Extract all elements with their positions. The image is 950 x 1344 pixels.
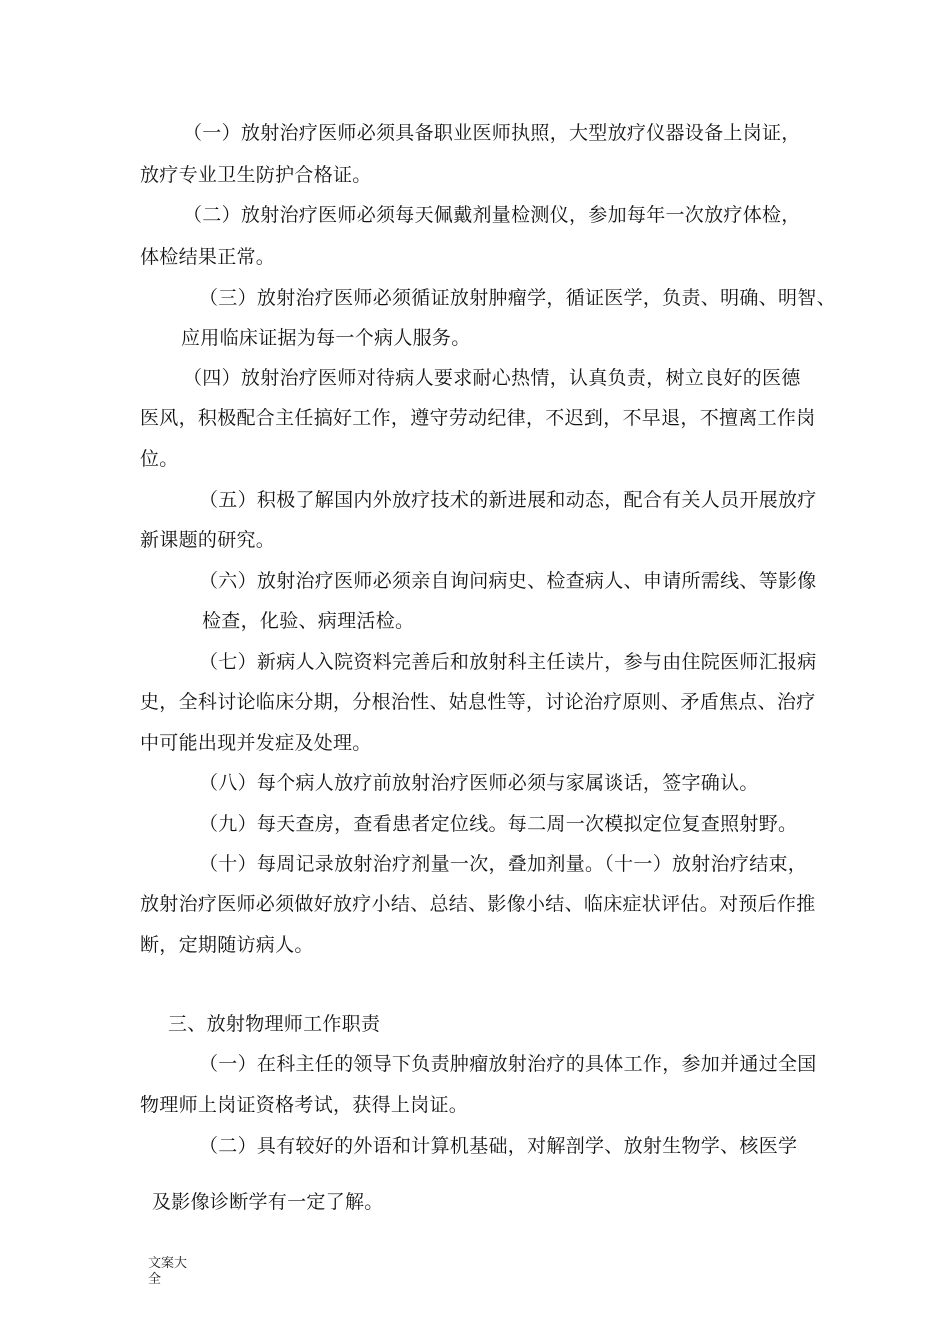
text-line-21: 断，定期随访病人。 [140, 934, 314, 956]
text-line-25: （二）具有较好的外语和计算机基础，对解剖学、放射生物学、核医学 [199, 1135, 798, 1157]
text-line-26: 及影像诊断学有一定了解。 [152, 1191, 384, 1213]
text-line-24: 物理师上岗证资格考试，获得上岗证。 [140, 1094, 469, 1116]
text-line-03: （二）放射治疗医师必须每天佩戴剂量检测仪，参加每年一次放疗体检， [183, 204, 801, 226]
text-line-12: （六）放射治疗医师必须亲自询问病史、检查病人、申请所需线、等影像 [199, 570, 817, 592]
text-line-11: 新课题的研究。 [140, 529, 276, 551]
text-line-19: （十）每周记录放射治疗剂量一次，叠加剂量。（十一）放射治疗结束， [199, 853, 808, 875]
text-line-20: 放射治疗医师必须做好放疗小结、总结、影像小结、临床症状评估。对预后作推 [140, 893, 816, 915]
section-heading: 三、放射物理师工作职责 [168, 1013, 381, 1035]
text-line-07: （四）放射治疗医师对待病人要求耐心热情，认真负责，树立良好的医德 [183, 367, 801, 389]
text-line-10: （五）积极了解国内外放疗技术的新进展和动态，配合有关人员开展放疗 [199, 489, 817, 511]
text-line-04: 体检结果正常。 [140, 246, 276, 268]
text-line-01: （一）放射治疗医师必须具备职业医师执照，大型放疗仪器设备上岗证， [183, 122, 801, 144]
text-line-02: 放疗专业卫生防护合格证。 [140, 164, 372, 186]
text-line-05: （三）放射治疗医师必须循证放射肿瘤学，循证医学，负责、明确、明智、 [199, 287, 836, 309]
text-line-06: 应用临床证据为每一个病人服务。 [181, 327, 471, 349]
text-line-08: 医风，积极配合主任搞好工作，遵守劳动纪律，不迟到，不早退，不擅离工作岗 [140, 407, 816, 429]
text-line-13: 检查，化验、病理活检。 [202, 610, 415, 632]
text-line-15: 史，全科讨论临床分期，分根治性、姑息性等，讨论治疗原则、矛盾焦点、治疗 [140, 691, 816, 713]
text-line-17: （八）每个病人放疗前放射治疗医师必须与家属谈话，签字确认。 [199, 772, 759, 794]
text-line-18: （九）每天查房，查看患者定位线。每二周一次模拟定位复查照射野。 [199, 813, 798, 835]
text-line-16: 中可能出现并发症及处理。 [140, 732, 372, 754]
text-line-09: 位。 [140, 448, 179, 470]
page-footer: 文案大全 [148, 1256, 188, 1287]
text-line-14: （七）新病人入院资料完善后和放射科主任读片，参与由住院医师汇报病 [199, 651, 817, 673]
text-line-23: （一）在科主任的领导下负责肿瘤放射治疗的具体工作，参加并通过全国 [199, 1053, 817, 1075]
